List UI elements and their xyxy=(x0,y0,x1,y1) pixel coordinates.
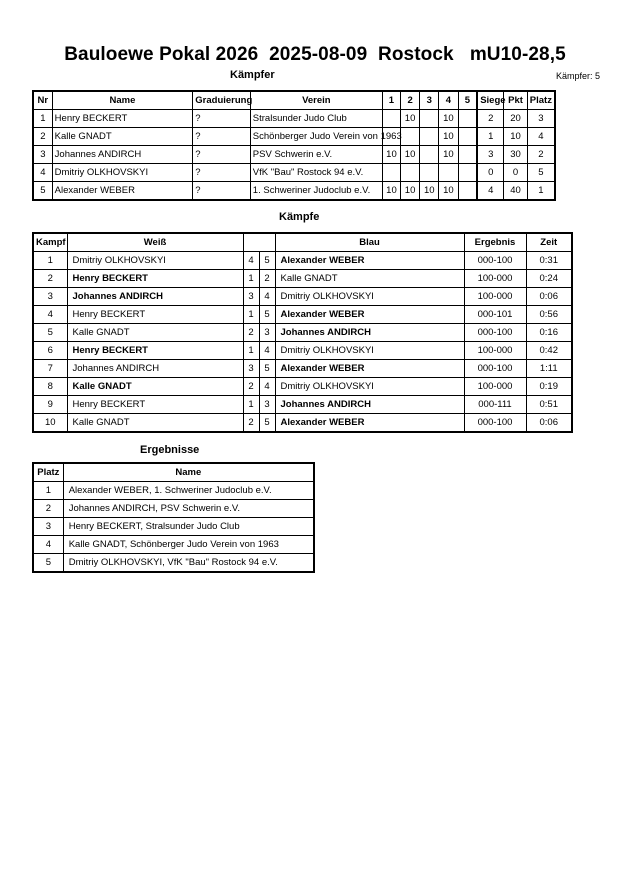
bout-result: 000-100 xyxy=(464,324,526,342)
fighters-table xyxy=(32,90,556,201)
bout-result: 100-000 xyxy=(464,288,526,306)
result-name: Kalle GNADT, Schönberger Judo Verein von 1963 xyxy=(63,536,314,554)
bout-white-number: 3 xyxy=(243,288,259,306)
bout-white-fighter: Kalle GNADT xyxy=(67,414,243,433)
fighter-row xyxy=(33,110,555,128)
bout-white-number: 2 xyxy=(243,324,259,342)
fighter-verein: VfK "Bau" Rostock 94 e.V. xyxy=(250,164,382,182)
bout-number: 10 xyxy=(33,414,67,433)
bout-white-number: 1 xyxy=(243,342,259,360)
bout-blue-fighter: Dmitriy OLKHOVSKYI xyxy=(275,342,464,360)
bout-time: 0:56 xyxy=(526,306,572,324)
fighter-round-4-score: 10 xyxy=(439,128,458,146)
fighter-row xyxy=(33,182,555,201)
col-header-kampf: Kampf xyxy=(33,233,67,252)
fighter-pkt: 40 xyxy=(504,182,527,201)
result-name: Henry BECKERT, Stralsunder Judo Club xyxy=(63,518,314,536)
results-heading: Ergebnisse xyxy=(140,444,200,456)
bout-blue-number: 5 xyxy=(259,360,275,378)
bout-white-fighter: Kalle GNADT xyxy=(67,324,243,342)
bout-white-number: 3 xyxy=(243,360,259,378)
bout-result: 100-000 xyxy=(464,270,526,288)
col-header-platz: Platz xyxy=(33,463,63,482)
results-header-row xyxy=(33,463,314,482)
fighter-round-3-score xyxy=(420,128,439,146)
bout-time: 1:11 xyxy=(526,360,572,378)
fighters-header-row xyxy=(33,91,555,110)
fighter-round-3-score xyxy=(420,164,439,182)
bout-white-fighter: Johannes ANDIRCH xyxy=(67,288,243,306)
bout-blue-fighter: Dmitriy OLKHOVSKYI xyxy=(275,378,464,396)
col-header-ergebnis: Ergebnis xyxy=(464,233,526,252)
bout-white-number: 2 xyxy=(243,414,259,433)
fighter-round-5-score xyxy=(458,182,477,201)
fighter-round-1-score: 10 xyxy=(382,146,400,164)
col-header-platz: Platz xyxy=(527,91,555,110)
fighter-graduierung: ? xyxy=(193,110,251,128)
col-header-verein: Verein xyxy=(250,91,382,110)
fighter-pkt: 10 xyxy=(504,128,527,146)
bout-time: 0:16 xyxy=(526,324,572,342)
fighters-heading: Kämpfer xyxy=(230,69,275,81)
fighter-round-4-score xyxy=(439,164,458,182)
fighter-pkt: 20 xyxy=(504,110,527,128)
fighter-siege: 2 xyxy=(477,110,504,128)
bout-number: 9 xyxy=(33,396,67,414)
fighter-graduierung: ? xyxy=(193,128,251,146)
bout-time: 0:31 xyxy=(526,252,572,270)
bout-time: 0:06 xyxy=(526,414,572,433)
fighter-nr: 5 xyxy=(33,182,52,201)
fighter-round-2-score xyxy=(401,164,420,182)
fighter-round-2-score: 10 xyxy=(401,146,420,164)
fighter-round-2-score: 10 xyxy=(401,182,420,201)
col-header-nr: Nr xyxy=(33,91,52,110)
bout-number: 1 xyxy=(33,252,67,270)
fighter-row xyxy=(33,146,555,164)
result-platz: 1 xyxy=(33,482,63,500)
bout-number: 3 xyxy=(33,288,67,306)
result-row xyxy=(33,482,314,500)
fighter-row xyxy=(33,128,555,146)
fighter-graduierung: ? xyxy=(193,164,251,182)
page-title: Bauloewe Pokal 2026 2025-08-09 Rostock mU10-28,5 xyxy=(64,44,566,65)
col-header-round-5: 5 xyxy=(458,91,477,110)
fighter-verein: PSV Schwerin e.V. xyxy=(250,146,382,164)
col-header-weiss: Weiß xyxy=(67,233,243,252)
col-header-name: Name xyxy=(63,463,314,482)
col-header-graduierung: Graduierung xyxy=(193,91,251,110)
fighter-verein: Schönberger Judo Verein von 1963 xyxy=(250,128,382,146)
fighter-verein: Stralsunder Judo Club xyxy=(250,110,382,128)
col-header-round-2: 2 xyxy=(401,91,420,110)
col-header-pkt: Pkt xyxy=(504,91,527,110)
col-header-siege: Siege xyxy=(477,91,504,110)
bout-result: 000-111 xyxy=(464,396,526,414)
bout-result: 000-100 xyxy=(464,252,526,270)
bout-blue-fighter: Johannes ANDIRCH xyxy=(275,396,464,414)
result-name: Johannes ANDIRCH, PSV Schwerin e.V. xyxy=(63,500,314,518)
bout-row xyxy=(33,342,572,360)
fighter-platz: 5 xyxy=(527,164,555,182)
fighter-nr: 1 xyxy=(33,110,52,128)
bout-row xyxy=(33,414,572,433)
bout-blue-number: 5 xyxy=(259,414,275,433)
bout-blue-number: 5 xyxy=(259,306,275,324)
col-header-numbers xyxy=(243,233,275,252)
bout-white-fighter: Henry BECKERT xyxy=(67,270,243,288)
bout-number: 5 xyxy=(33,324,67,342)
fighter-nr: 2 xyxy=(33,128,52,146)
fighter-round-5-score xyxy=(458,146,477,164)
result-name: Dmitriy OLKHOVSKYI, VfK "Bau" Rostock 94 e.V. xyxy=(63,554,314,573)
bout-row xyxy=(33,270,572,288)
col-header-round-3: 3 xyxy=(420,91,439,110)
fighter-platz: 3 xyxy=(527,110,555,128)
fighter-platz: 2 xyxy=(527,146,555,164)
bout-result: 000-100 xyxy=(464,414,526,433)
bout-time: 0:06 xyxy=(526,288,572,306)
fighter-round-5-score xyxy=(458,164,477,182)
fighter-name: Alexander WEBER xyxy=(52,182,193,201)
bout-number: 4 xyxy=(33,306,67,324)
result-platz: 3 xyxy=(33,518,63,536)
bout-blue-fighter: Alexander WEBER xyxy=(275,306,464,324)
bout-row xyxy=(33,378,572,396)
bout-number: 8 xyxy=(33,378,67,396)
bout-white-fighter: Johannes ANDIRCH xyxy=(67,360,243,378)
bout-result: 100-000 xyxy=(464,342,526,360)
bout-row xyxy=(33,288,572,306)
bout-blue-fighter: Johannes ANDIRCH xyxy=(275,324,464,342)
fighter-graduierung: ? xyxy=(193,146,251,164)
bout-blue-fighter: Kalle GNADT xyxy=(275,270,464,288)
bout-white-number: 2 xyxy=(243,378,259,396)
bout-row xyxy=(33,252,572,270)
bout-blue-fighter: Dmitriy OLKHOVSKYI xyxy=(275,288,464,306)
bout-blue-number: 3 xyxy=(259,396,275,414)
fighter-graduierung: ? xyxy=(193,182,251,201)
bout-blue-fighter: Alexander WEBER xyxy=(275,252,464,270)
fighter-pkt: 0 xyxy=(504,164,527,182)
fighter-nr: 4 xyxy=(33,164,52,182)
fighter-round-1-score: 10 xyxy=(382,182,400,201)
bout-row xyxy=(33,324,572,342)
result-platz: 5 xyxy=(33,554,63,573)
fighter-siege: 1 xyxy=(477,128,504,146)
bout-white-fighter: Kalle GNADT xyxy=(67,378,243,396)
bout-result: 000-100 xyxy=(464,360,526,378)
col-header-name: Name xyxy=(52,91,193,110)
bout-result: 100-000 xyxy=(464,378,526,396)
fighter-pkt: 30 xyxy=(504,146,527,164)
fighter-round-1-score xyxy=(382,110,400,128)
result-name: Alexander WEBER, 1. Schweriner Judoclub e.V. xyxy=(63,482,314,500)
fighters-count: Kämpfer: 5 xyxy=(555,71,600,81)
bout-white-fighter: Henry BECKERT xyxy=(67,396,243,414)
fighter-siege: 0 xyxy=(477,164,504,182)
result-row xyxy=(33,536,314,554)
fighter-nr: 3 xyxy=(33,146,52,164)
bout-blue-number: 2 xyxy=(259,270,275,288)
bout-time: 0:19 xyxy=(526,378,572,396)
fighter-verein: 1. Schweriner Judoclub e.V. xyxy=(250,182,382,201)
bout-time: 0:42 xyxy=(526,342,572,360)
col-header-blau: Blau xyxy=(275,233,464,252)
bout-blue-number: 4 xyxy=(259,378,275,396)
fighter-siege: 4 xyxy=(477,182,504,201)
result-platz: 4 xyxy=(33,536,63,554)
fighter-name: Henry BECKERT xyxy=(52,110,193,128)
bout-row xyxy=(33,360,572,378)
fighter-round-1-score xyxy=(382,164,400,182)
col-header-round-1: 1 xyxy=(382,91,400,110)
col-header-zeit: Zeit xyxy=(526,233,572,252)
fighter-name: Kalle GNADT xyxy=(52,128,193,146)
bout-white-number: 4 xyxy=(243,252,259,270)
fighter-name: Johannes ANDIRCH xyxy=(52,146,193,164)
fighter-name: Dmitriy OLKHOVSKYI xyxy=(52,164,193,182)
fighter-platz: 4 xyxy=(527,128,555,146)
bout-time: 0:24 xyxy=(526,270,572,288)
fighter-row xyxy=(33,164,555,182)
bout-blue-fighter: Alexander WEBER xyxy=(275,414,464,433)
bout-white-fighter: Henry BECKERT xyxy=(67,306,243,324)
fighter-round-3-score xyxy=(420,146,439,164)
result-row xyxy=(33,518,314,536)
fighter-round-4-score: 10 xyxy=(439,110,458,128)
fighter-round-4-score: 10 xyxy=(439,146,458,164)
bout-blue-fighter: Alexander WEBER xyxy=(275,360,464,378)
results-table xyxy=(32,462,315,573)
fighter-platz: 1 xyxy=(527,182,555,201)
bout-number: 2 xyxy=(33,270,67,288)
fighter-round-3-score xyxy=(420,110,439,128)
bout-blue-number: 4 xyxy=(259,342,275,360)
bouts-header-row xyxy=(33,233,572,252)
fighter-round-5-score xyxy=(458,110,477,128)
fighter-siege: 3 xyxy=(477,146,504,164)
col-header-round-4: 4 xyxy=(439,91,458,110)
bout-white-number: 1 xyxy=(243,306,259,324)
bout-white-fighter: Dmitriy OLKHOVSKYI xyxy=(67,252,243,270)
result-row xyxy=(33,554,314,573)
bout-white-fighter: Henry BECKERT xyxy=(67,342,243,360)
bout-white-number: 1 xyxy=(243,270,259,288)
fighter-round-3-score: 10 xyxy=(420,182,439,201)
bout-white-number: 1 xyxy=(243,396,259,414)
bout-result: 000-101 xyxy=(464,306,526,324)
fighter-round-5-score xyxy=(458,128,477,146)
result-platz: 2 xyxy=(33,500,63,518)
bout-blue-number: 5 xyxy=(259,252,275,270)
bout-number: 7 xyxy=(33,360,67,378)
bout-row xyxy=(33,396,572,414)
bouts-table xyxy=(32,232,573,433)
fighter-round-2-score: 10 xyxy=(401,110,420,128)
bout-blue-number: 4 xyxy=(259,288,275,306)
fighter-round-4-score: 10 xyxy=(439,182,458,201)
result-row xyxy=(33,500,314,518)
bout-blue-number: 3 xyxy=(259,324,275,342)
bout-number: 6 xyxy=(33,342,67,360)
bouts-heading: Kämpfe xyxy=(279,211,320,223)
fighter-round-2-score xyxy=(401,128,420,146)
bout-row xyxy=(33,306,572,324)
bout-time: 0:51 xyxy=(526,396,572,414)
